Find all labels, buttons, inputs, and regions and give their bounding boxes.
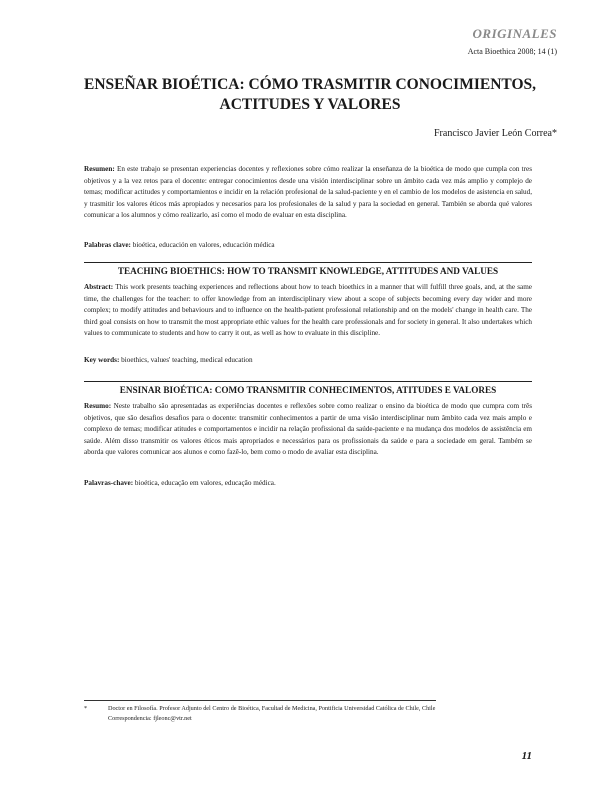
abstract-text: En este trabajo se presentan experiencias docentes y reflexiones sobre cómo realizar la enseñanza de la bioética de modo que cumpla con tres objetivos y a la vez retos para el docente: entregar conocimientos desde una visión interdisciplinar sobre un ámbito cada vez más amplio y complejo de temas; modificar actitudes y comportamientos e incidir en la relación profesional de la salud-paciente y en el cambio de los modelos de asistencia en salud, y trasmitir los valores éticos más apropiados y necesarios para los profesionales de la salud y para la sociedad en general. También se aborda qué valores comunicar a los alumnos y cómo realizarlo, así como el modo de evaluar en esta disciplina. (84, 165, 533, 220)
portuguese-heading: ENSINAR BIOÉTICA: COMO TRANSMITIR CONHECIMENTOS, ATITUDES E VALORES (119, 385, 497, 395)
english-keywords (84, 355, 532, 367)
abstract-label: Resumo: (84, 402, 112, 410)
section-divider (84, 262, 532, 263)
english-abstract (84, 282, 532, 340)
keywords-text: bioética, educación en valores, educación médica (132, 241, 275, 249)
author-name: Francisco Javier León Correa* (433, 128, 557, 139)
abstract-text: This work presents teaching experiences and reflections about how to teach bioethics in a manner that will fulfill three goals, and, at the same time, the challenges for the teacher: to offer knowledge from an interdisciplinary view about a scope of subjects becoming every day wider and more complex; to modify attitudes and behaviours and to influence on the health-patient professional relationship and on the models' change in health care. The third goal consists on how to transmit the most appropriate ethic values for the health care professionals and for society in general. It also undertakes which values to communicate to students and how to carry it out, as well as how to evaluate in this discipline. (84, 283, 532, 338)
footnote-divider (84, 700, 436, 701)
spanish-keywords (84, 240, 532, 252)
title-line-2: ACTITUDES Y VALORES (219, 96, 401, 113)
keywords-text: bioethics, values' teaching, medical education (121, 356, 253, 364)
page-number: 11 (521, 750, 532, 762)
footnote (84, 704, 532, 723)
section-label: ORIGINALES (472, 26, 557, 41)
section-divider (84, 381, 532, 382)
abstract-label: Abstract: (84, 283, 114, 291)
portuguese-abstract (84, 401, 532, 459)
keywords-label: Key words: (84, 356, 120, 364)
title-line-1: ENSEÑAR BIOÉTICA: CÓMO TRASMITIR CONOCIMIENTOS, (83, 76, 536, 93)
portuguese-keywords (84, 478, 532, 490)
keywords-label: Palabras clave: (84, 241, 131, 249)
abstract-label: Resumen: (84, 165, 115, 173)
footnote-correspondence: Correspondencia: fjleonc@vtr.net (108, 714, 192, 722)
keywords-text: bioética, educação em valores, educação médica. (134, 479, 276, 487)
article-title (60, 75, 560, 115)
footnote-affiliation: Doctor en Filosofía. Profesor Adjunto del Centro de Bioética, Facultad de Medicina, Pontificia Universidad Católica de Chile, Chile (108, 705, 436, 712)
journal-reference: Acta Bioethica 2008; 14 (1) (467, 47, 557, 56)
spanish-abstract (84, 164, 532, 222)
abstract-text: Neste trabalho são apresentadas as experiências docentes e reflexões sobre como realizar o ensino da bioética de modo que cumpra com três objetivos, que são desafios desafios para o docente: transmitir conhecimentos a partir de uma visão interdisciplinar num âmbito cada vez mais amplo e complexo de temas; modificar atitudes e comportamentos e incidir na relação profissional da saúde-paciente e na mudança dos modelos de assistência em saúde. Além disso transmitir os valores éticos mais apropriados e necessários para os profissionais da saúde e para a sociedade em geral. Também se aborda que valores comunicar aos alunos e como fazê-lo, bem como o modo de avaliar esta disciplina. (84, 402, 532, 457)
keywords-label: Palavras-chave: (84, 479, 134, 487)
english-heading: TEACHING BIOETHICS: HOW TO TRANSMIT KNOWLEDGE, ATTITUDES AND VALUES (117, 266, 499, 276)
footnote-marker: * (84, 705, 88, 712)
